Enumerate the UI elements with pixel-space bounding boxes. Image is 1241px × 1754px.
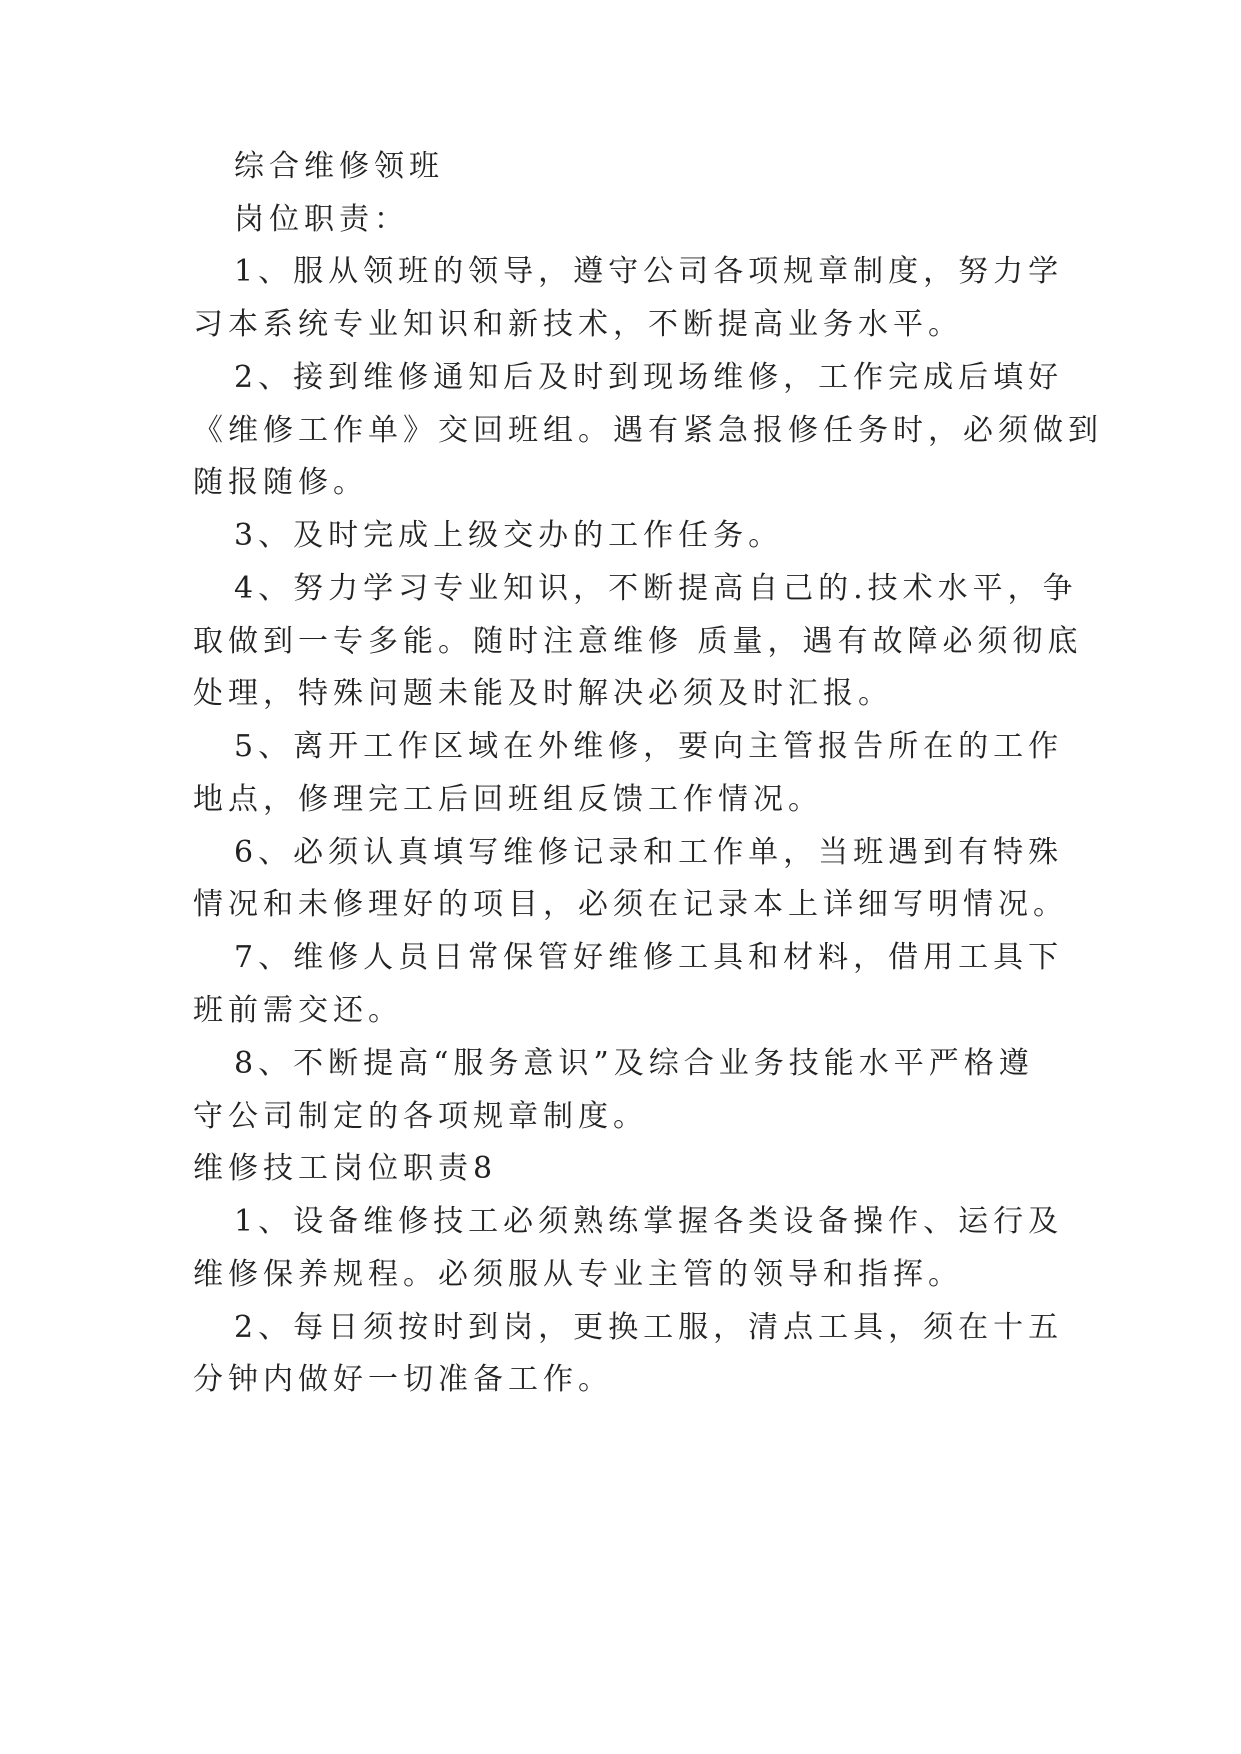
paragraph-line: 2、每日须按时到岗，更换工服，清点工具，须在十五 <box>234 1310 1064 1345</box>
paragraph-line: 8、不断提高“服务意识”及综合业务技能水平严格遵 <box>234 1046 1034 1081</box>
paragraph-line: 6、必须认真填写维修记录和工作单，当班遇到有特殊 <box>234 835 1064 870</box>
paragraph-line: 守公司制定的各项规章制度。 <box>193 1099 648 1134</box>
paragraph-line: 《维修工作单》交回班组。遇有紧急报修任务时，必须做到 <box>193 413 1103 448</box>
paragraph-line: 分钟内做好一切准备工作。 <box>193 1362 613 1397</box>
document-subheading: 岗位职责： <box>234 202 409 237</box>
paragraph-line: 2、接到维修通知后及时到现场维修，工作完成后填好 <box>234 360 1064 395</box>
paragraph-line: 习本系统专业知识和新技术，不断提高业务水平。 <box>193 307 963 342</box>
paragraph-line: 处理，特殊问题未能及时解决必须及时汇报。 <box>193 676 893 711</box>
paragraph-line: 4、努力学习专业知识，不断提高自己的.技术水平，争 <box>234 571 1078 606</box>
paragraph-line: 5、离开工作区域在外维修，要向主管报告所在的工作 <box>234 729 1064 764</box>
paragraph-line: 班前需交还。 <box>193 993 403 1028</box>
document-heading: 综合维修领班 <box>234 149 444 184</box>
paragraph-line: 3、及时完成上级交办的工作任务。 <box>234 518 784 553</box>
paragraph-line: 地点，修理完工后回班组反馈工作情况。 <box>193 782 823 817</box>
paragraph-line: 维修保养规程。必须服从专业主管的领导和指挥。 <box>193 1257 963 1292</box>
paragraph-line: 取做到一专多能。随时注意维修 质量，遇有故障必须彻底 <box>193 624 1083 659</box>
paragraph-line: 7、维修人员日常保管好维修工具和材料，借用工具下 <box>234 940 1064 975</box>
paragraph-line: 1、服从领班的领导，遵守公司各项规章制度，努力学 <box>234 254 1064 289</box>
paragraph-line: 情况和未修理好的项目，必须在记录本上详细写明情况。 <box>193 887 1068 922</box>
paragraph-line: 1、设备维修技工必须熟练掌握各类设备操作、运行及 <box>234 1204 1064 1239</box>
paragraph-line: 随报随修。 <box>193 465 368 500</box>
section-title: 维修技工岗位职责8 <box>193 1151 498 1186</box>
